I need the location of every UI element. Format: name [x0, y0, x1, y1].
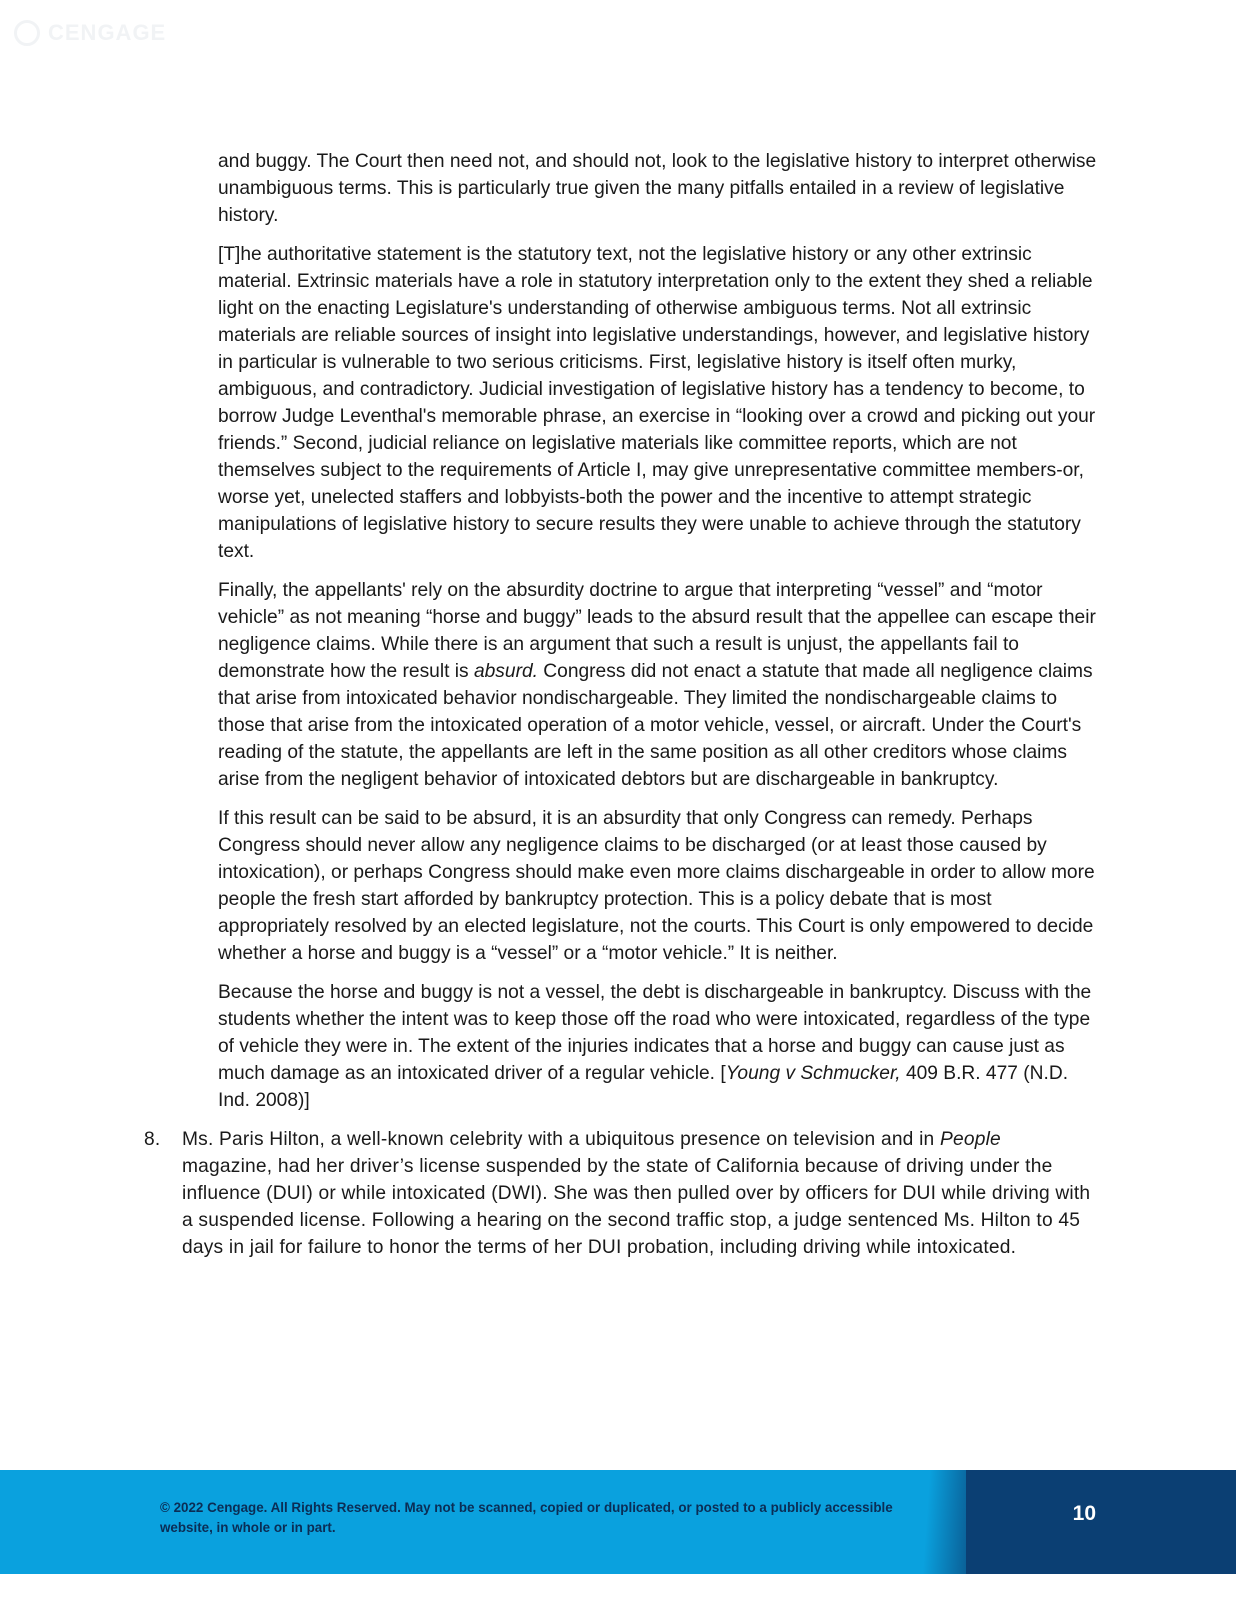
list-item-8 [144, 1126, 1094, 1261]
footer-dark-panel [966, 1470, 1236, 1574]
paragraph-4: If this result can be said to be absurd, it is an absurdity that only Congress can remedy. Perhaps Congress should never allow any negligence claims to be discharged (or at least those caused by intoxication), or perhaps Congress should make even more claims dischargeable in order to allow more people the fresh start afforded by bankruptcy protection. This is a policy debate that is most appropriately resolved by an elected legislature, not the courts. This Court is only empowered to decide whether a horse and buggy is a “vessel” or a “motor vehicle.” It is neither. [218, 808, 1095, 964]
list-item-8-part-b: magazine, had her driver’s license suspended by the state of California because of driving under the influence (DUI) or while intoxicated (DWI). She was then pulled over by officers for DUI while driving with a suspended license. Following a hearing on the second traffic stop, a judge sentenced Ms. Hilton to 45 days in jail for failure to honor the terms of her DUI probation, including driving while intoxicated. [182, 1156, 1091, 1258]
paragraph-3 [218, 577, 1098, 793]
paragraph-5-part-b: 409 B.R. 477 (N.D. Ind. 2008)] [218, 1063, 1069, 1111]
paragraph-3-emphasis: absurd. [473, 661, 538, 682]
paragraph-2-quote: [T]he authoritative statement is the statutory text, not the legislative history or any other extrinsic material. Extrinsic materials have a role in statutory interpretation only to the extent they shed a reliable light on the enacting Legislature's understanding of otherwise ambiguous terms. Not all extrinsic materials are reliable sources of insight into legislative understandings, however, and legislative history in particular is vulnerable to two serious criticisms. First, legislative history is itself often murky, ambiguous, and contradictory. Judicial investigation of legislative history has a tendency to become, to borrow Judge Leventhal's memorable phrase, an exercise in “looking over a crowd and picking out your friends.” Second, judicial reliance on legislative materials like committee reports, which are not themselves subject to the requirements of Article I, may give unrepresentative committee members-or, worse yet, unelected staffers and lobbyists-both the power and the incentive to attempt strategic manipulations of legislative history to secure results they were unable to achieve through the statutory text. [218, 244, 1096, 562]
logo-mark-icon [14, 20, 40, 46]
paragraph-3-part-a: Finally, the appellants' rely on the absurdity doctrine to argue that interpreting “vessel” and “motor vehicle” as not meaning “horse and buggy” leads to the absurd result that the appellee can escape their negligence claims. While there is an argument that such a result is unjust, the appellants fail to demonstrate how the result is [218, 580, 1096, 682]
logo-text: CENGAGE [48, 20, 167, 45]
list-item-8-part-a: Ms. Paris Hilton, a well-known celebrity with a ubiquitous presence on television and in [182, 1129, 940, 1150]
paragraph-5-part-a: Because the horse and buggy is not a vessel, the debt is dischargeable in bankruptcy. Discuss with the students whether the intent was to keep those off the road who were intoxicated, regardless of the type of vehicle they were in. The extent of the injuries indicates that a horse and buggy can cause just as much damage as an intoxicated driver of a regular vehicle. [ [218, 982, 1092, 1084]
list-item-8-emphasis: People [939, 1129, 1001, 1150]
cengage-logo [14, 20, 166, 46]
page-body [0, 148, 1236, 1261]
page-number: 10 [1072, 1502, 1096, 1525]
case-citation-name: Young v Schmucker, [725, 1063, 901, 1084]
list-item-number: 8. [144, 1129, 161, 1150]
paragraph-3-part-b: Congress did not enact a statute that made all negligence claims that arise from intoxicated behavior nondischargeable. They limited the nondischargeable claims to those that arise from the intoxicated operation of a motor vehicle, vessel, or aircraft. Under the Court's reading of the statute, the appellants are left in the same position as all other creditors whose claims arise from the negligent behavior of intoxicated debtors but are dischargeable in bankruptcy. [218, 661, 1093, 790]
footer-copyright: © 2022 Cengage. All Rights Reserved. May not be scanned, copied or duplicated, or posted to a publicly accessible website, in whole or in part. [160, 1500, 893, 1535]
footer-band [0, 1470, 1236, 1574]
paragraph-5 [218, 979, 1098, 1114]
paragraph-1: and buggy. The Court then need not, and should not, look to the legislative history to interpret otherwise unambiguous terms. This is particularly true given the many pitfalls entailed in a review of legislative history. [218, 151, 1097, 226]
